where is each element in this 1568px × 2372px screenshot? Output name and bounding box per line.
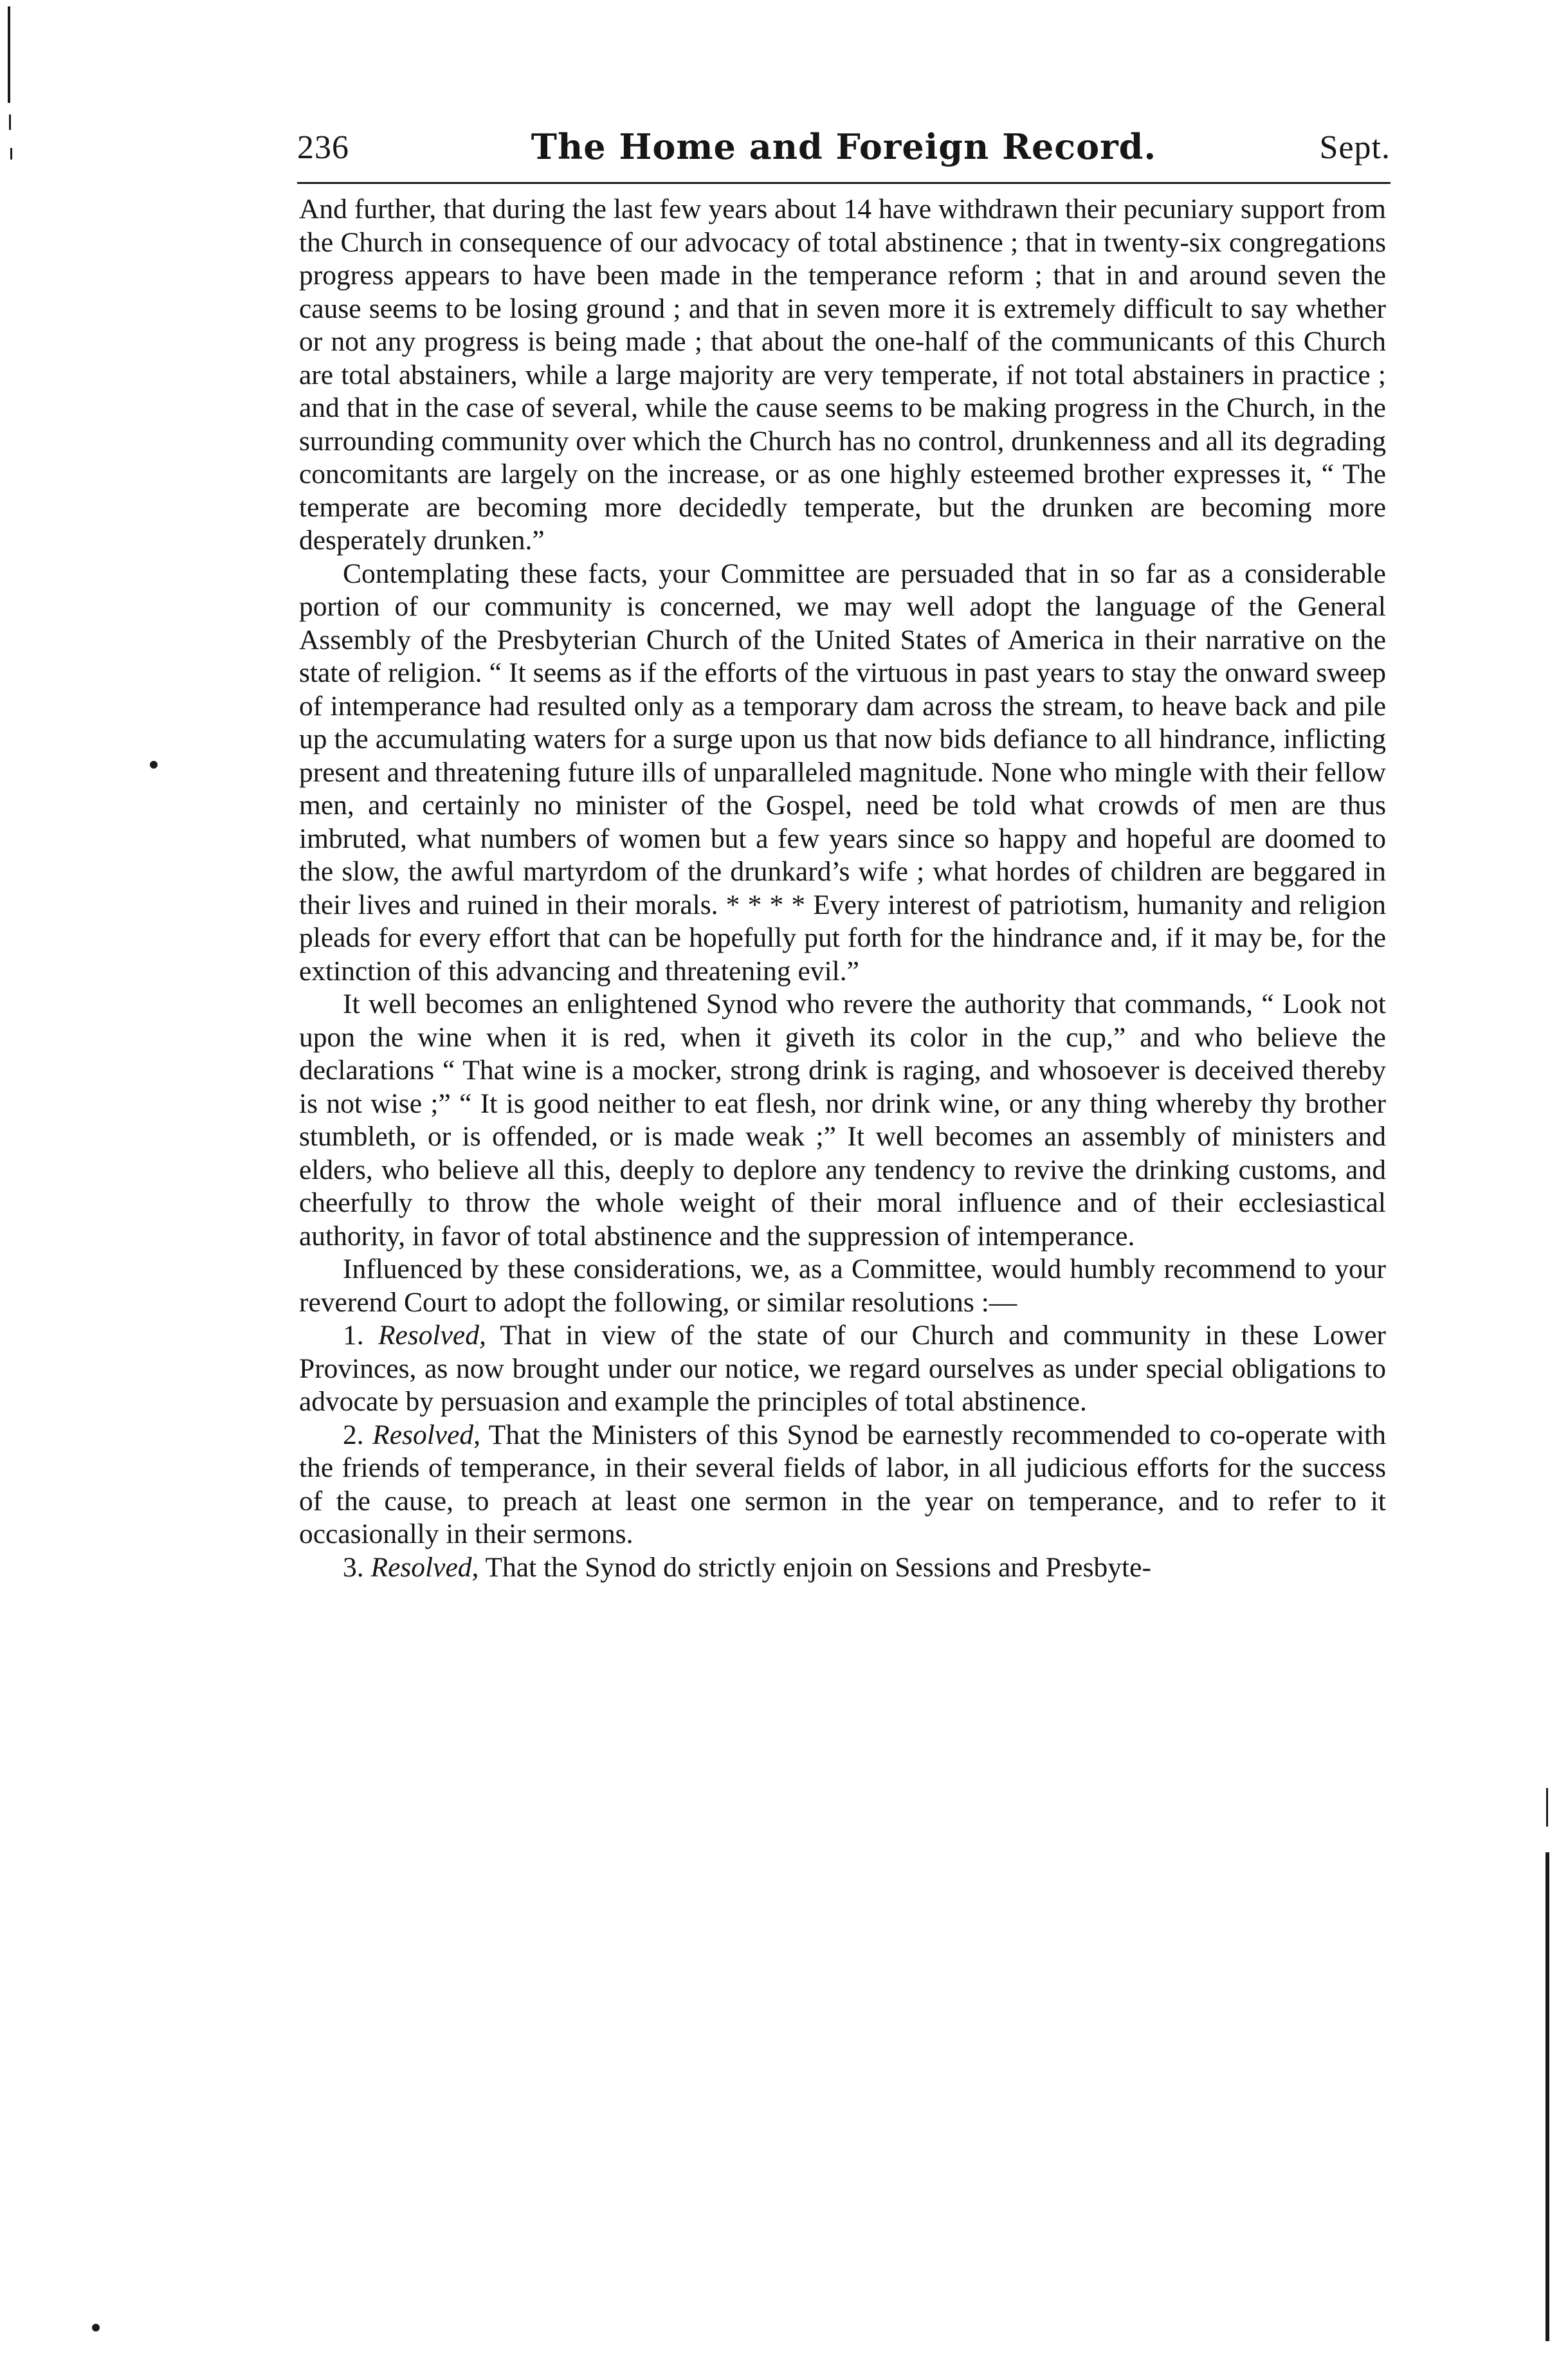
paragraph-synod-duty: It well becomes an enlightened Synod who revere the authority that commands, “ Look not upon the wine when it is red, when it giveth its color in the cup,” and who believe the declarations “ That wine is a mocker, strong drink is raging, and whosoever is deceived thereby is not wise ;” “ It is good neither to eat flesh, nor drink wine, or any thing whereby thy brother stumbleth, or is offended, or is made weak ;” It well becomes an assembly of ministers and elders, who believe all this, deeply to deplore any tendency to revive the drinking customs, and cheerfully to throw the whole weight of their moral influence and of their ecclesiastical authority, in favor of total abstinence and the suppression of intemperance. xyxy=(299,989,1386,1252)
running-title: The Home and Foreign Record. xyxy=(531,126,1157,167)
resolution-3 xyxy=(299,1551,1386,1585)
resolution-number: 1. xyxy=(343,1320,364,1351)
header-rule xyxy=(297,182,1390,184)
resolution-text: That in view of the state of our Church and community in these Lower Provinces, as now brought under our notice, we regard ourselves as under special obligations to advocate by persuasion and example the principles of total abstinence. xyxy=(299,1320,1387,1417)
resolution-1 xyxy=(299,1319,1386,1419)
right-margin-tick xyxy=(1546,1788,1548,1827)
resolution-number: 2. xyxy=(343,1419,364,1450)
page-body xyxy=(299,193,1386,1584)
scan-speck xyxy=(92,2324,100,2331)
page-number: 236 xyxy=(297,129,349,166)
page-header xyxy=(297,126,1390,180)
left-margin-tick xyxy=(10,148,12,160)
resolution-text: That the Synod do strictly enjoin on Sessions and Presbyte- xyxy=(485,1551,1151,1583)
resolution-2 xyxy=(299,1419,1386,1551)
resolution-label: Resolved, xyxy=(372,1419,481,1450)
paragraph-general-assembly-quote: Contemplating these facts, your Committee are persuaded that in so far as a considerable portion of our community is concerned, we may well adopt the language of the General Assembly of the Presbyterian Church of the United States of America in their narrative on the state of religion. “ It seems as if the efforts of the virtuous in past years to stay the onward sweep of intemperance had resulted only as a temporary dam across the stream, to heave back and pile up the accumulating waters for a surge upon us that now bids defiance to all hindrance, inflicting present and threatening future ills of unparalleled magnitude. None who mingle with their fellow men, and certainly no minister of the Gospel, need be told what crowds of men are thus imbruted, what numbers of women but a few years since so happy and hopeful are doomed to the slow, the awful martyrdom of the drunkard’s wife ; what hordes of children are beggared in their lives and ruined in their morals. * * * * Every interest of patriotism, humanity and religion pleads for every effort that can be hopefully put forth for the hindrance and, if it may be, for the extinction of this advancing and threatening evil.” xyxy=(299,558,1386,987)
right-margin-mark xyxy=(1545,1852,1549,2341)
paragraph-committee-findings: And further, that during the last few years about 14 have withdrawn their pecuniary support from the Church in consequence of our advocacy of total abstinence ; that in twenty-six congregations progress appears to have been made in the temperance reform ; that in and around seven the cause seems to be losing ground ; and that in seven more it is extremely difficult to say whether or not any progress is being made ; that about the one-half of the communicants of this Church are total abstainers, while a large majority are very temperate, if not total abstainers in practice ; and that in the case of several, while the cause seems to be making progress in the Church, in the surrounding community over which the Church has no control, drunkenness and all its degrading concomitants are largely on the increase, or as one highly esteemed brother expresses it, “ The temperate are becoming more decidedly temperate, but the drunken are becoming more desperately drunken.” xyxy=(299,194,1386,556)
paragraph-recommendation: Influenced by these considerations, we, as a Committee, would humbly recommend to your reverend Court to adopt the following, or similar resolutions :— xyxy=(299,1254,1386,1318)
left-margin-mark xyxy=(8,6,10,103)
left-margin-tick xyxy=(9,114,11,130)
scan-speck xyxy=(150,761,158,769)
resolution-label: Resolved, xyxy=(378,1320,486,1351)
issue-month: Sept. xyxy=(1319,129,1390,166)
resolution-text: That the Ministers of this Synod be earnestly recommended to co-operate with the friends of temperance, in their several fields of labor, in all judicious efforts for the success of the cause, to preach at least one sermon in the year on temperance, and to refer to it occasionally in their sermons. xyxy=(299,1419,1387,1549)
resolution-number: 3. xyxy=(343,1551,364,1583)
resolution-label: Resolved, xyxy=(370,1551,479,1583)
